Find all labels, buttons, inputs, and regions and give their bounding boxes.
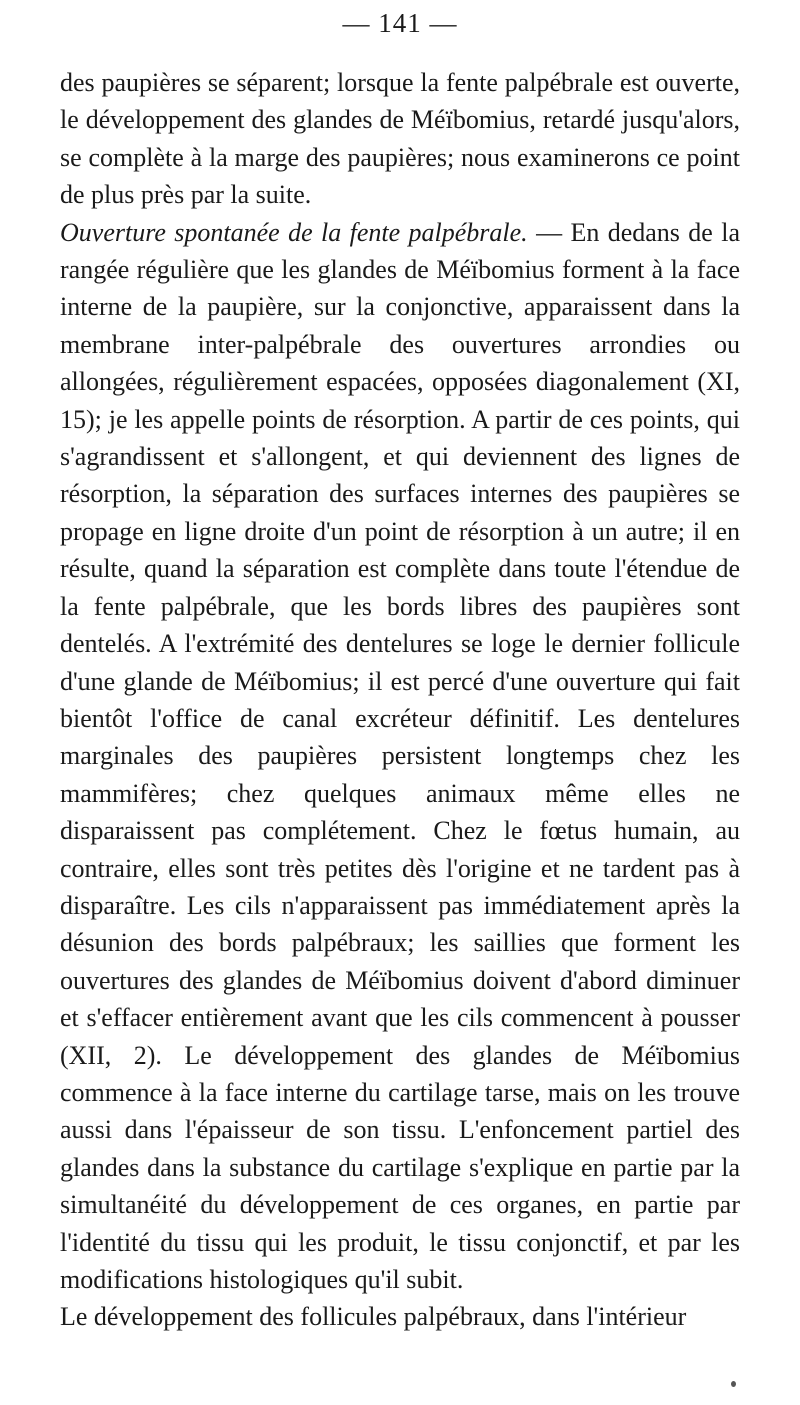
paragraph-1: des paupières se séparent; lorsque la fente palpébrale est ouverte, le développement des glandes de Méïbomius, retardé jusqu'alors, se complète à la marge des paupières; nous examinerons ce point de plus près par la suite.: [60, 68, 740, 210]
page-number: — 141 —: [342, 8, 458, 38]
paragraph-3: Le développement des follicules palpébraux, dans l'intérieur: [60, 1302, 687, 1332]
paragraph-2: [60, 214, 740, 1299]
section-heading: Ouverture spontanée de la fente palpébrale.: [60, 217, 528, 247]
ink-mark: [731, 1381, 736, 1387]
body-text: [60, 64, 740, 1336]
paragraph-2-body: — En dedans de la rangée régulière que les glandes de Méïbomius forment à la face interne de la paupière, sur la conjonctive, apparaissent dans la membrane inter-palpébrale des ouvertures arrondies ou allongées, régulièrement espacées, opposées diagonalement (XI, 15); je les appelle points de résorption. A partir de ces points, qui s'agrandissent et s'allongent, et qui deviennent des lignes de résorption, la séparation des surfaces internes des paupières se propage en ligne droite d'un point de résorption à un autre; il en résulte, quand la séparation est complète dans toute l'étendue de la fente palpébrale, que les bords libres des paupières sont dentelés. A l'extrémité des dentelures se loge le dernier follicule d'une glande de Méïbomius; il est percé d'une ouverture qui fait bientôt l'office de canal excréteur définitif. Les dentelures marginales des paupières persistent longtemps chez les mammifères; chez quelques animaux même elles ne disparaissent pas complétement. Chez le fœtus humain, au contraire, elles sont très petites dès l'origine et ne tardent pas à disparaître. Les cils n'apparaissent pas immédiatement après la désunion des bords palpébraux; les saillies que forment les ouvertures des glandes de Méïbomius doivent d'abord diminuer et s'effacer entièrement avant que les cils commencent à pousser (XII, 2). Le développement des glandes de Méïbomius commence à la face interne du cartilage tarse, mais on les trouve aussi dans l'épaisseur de son tissu. L'enfoncement partiel des glandes dans la substance du cartilage s'explique en partie par la simultanéité du développement de ces organes, en partie par l'identité du tissu qui les produit, le tissu conjonctif, et par les modifications histologiques qu'il subit.: [60, 217, 741, 1294]
